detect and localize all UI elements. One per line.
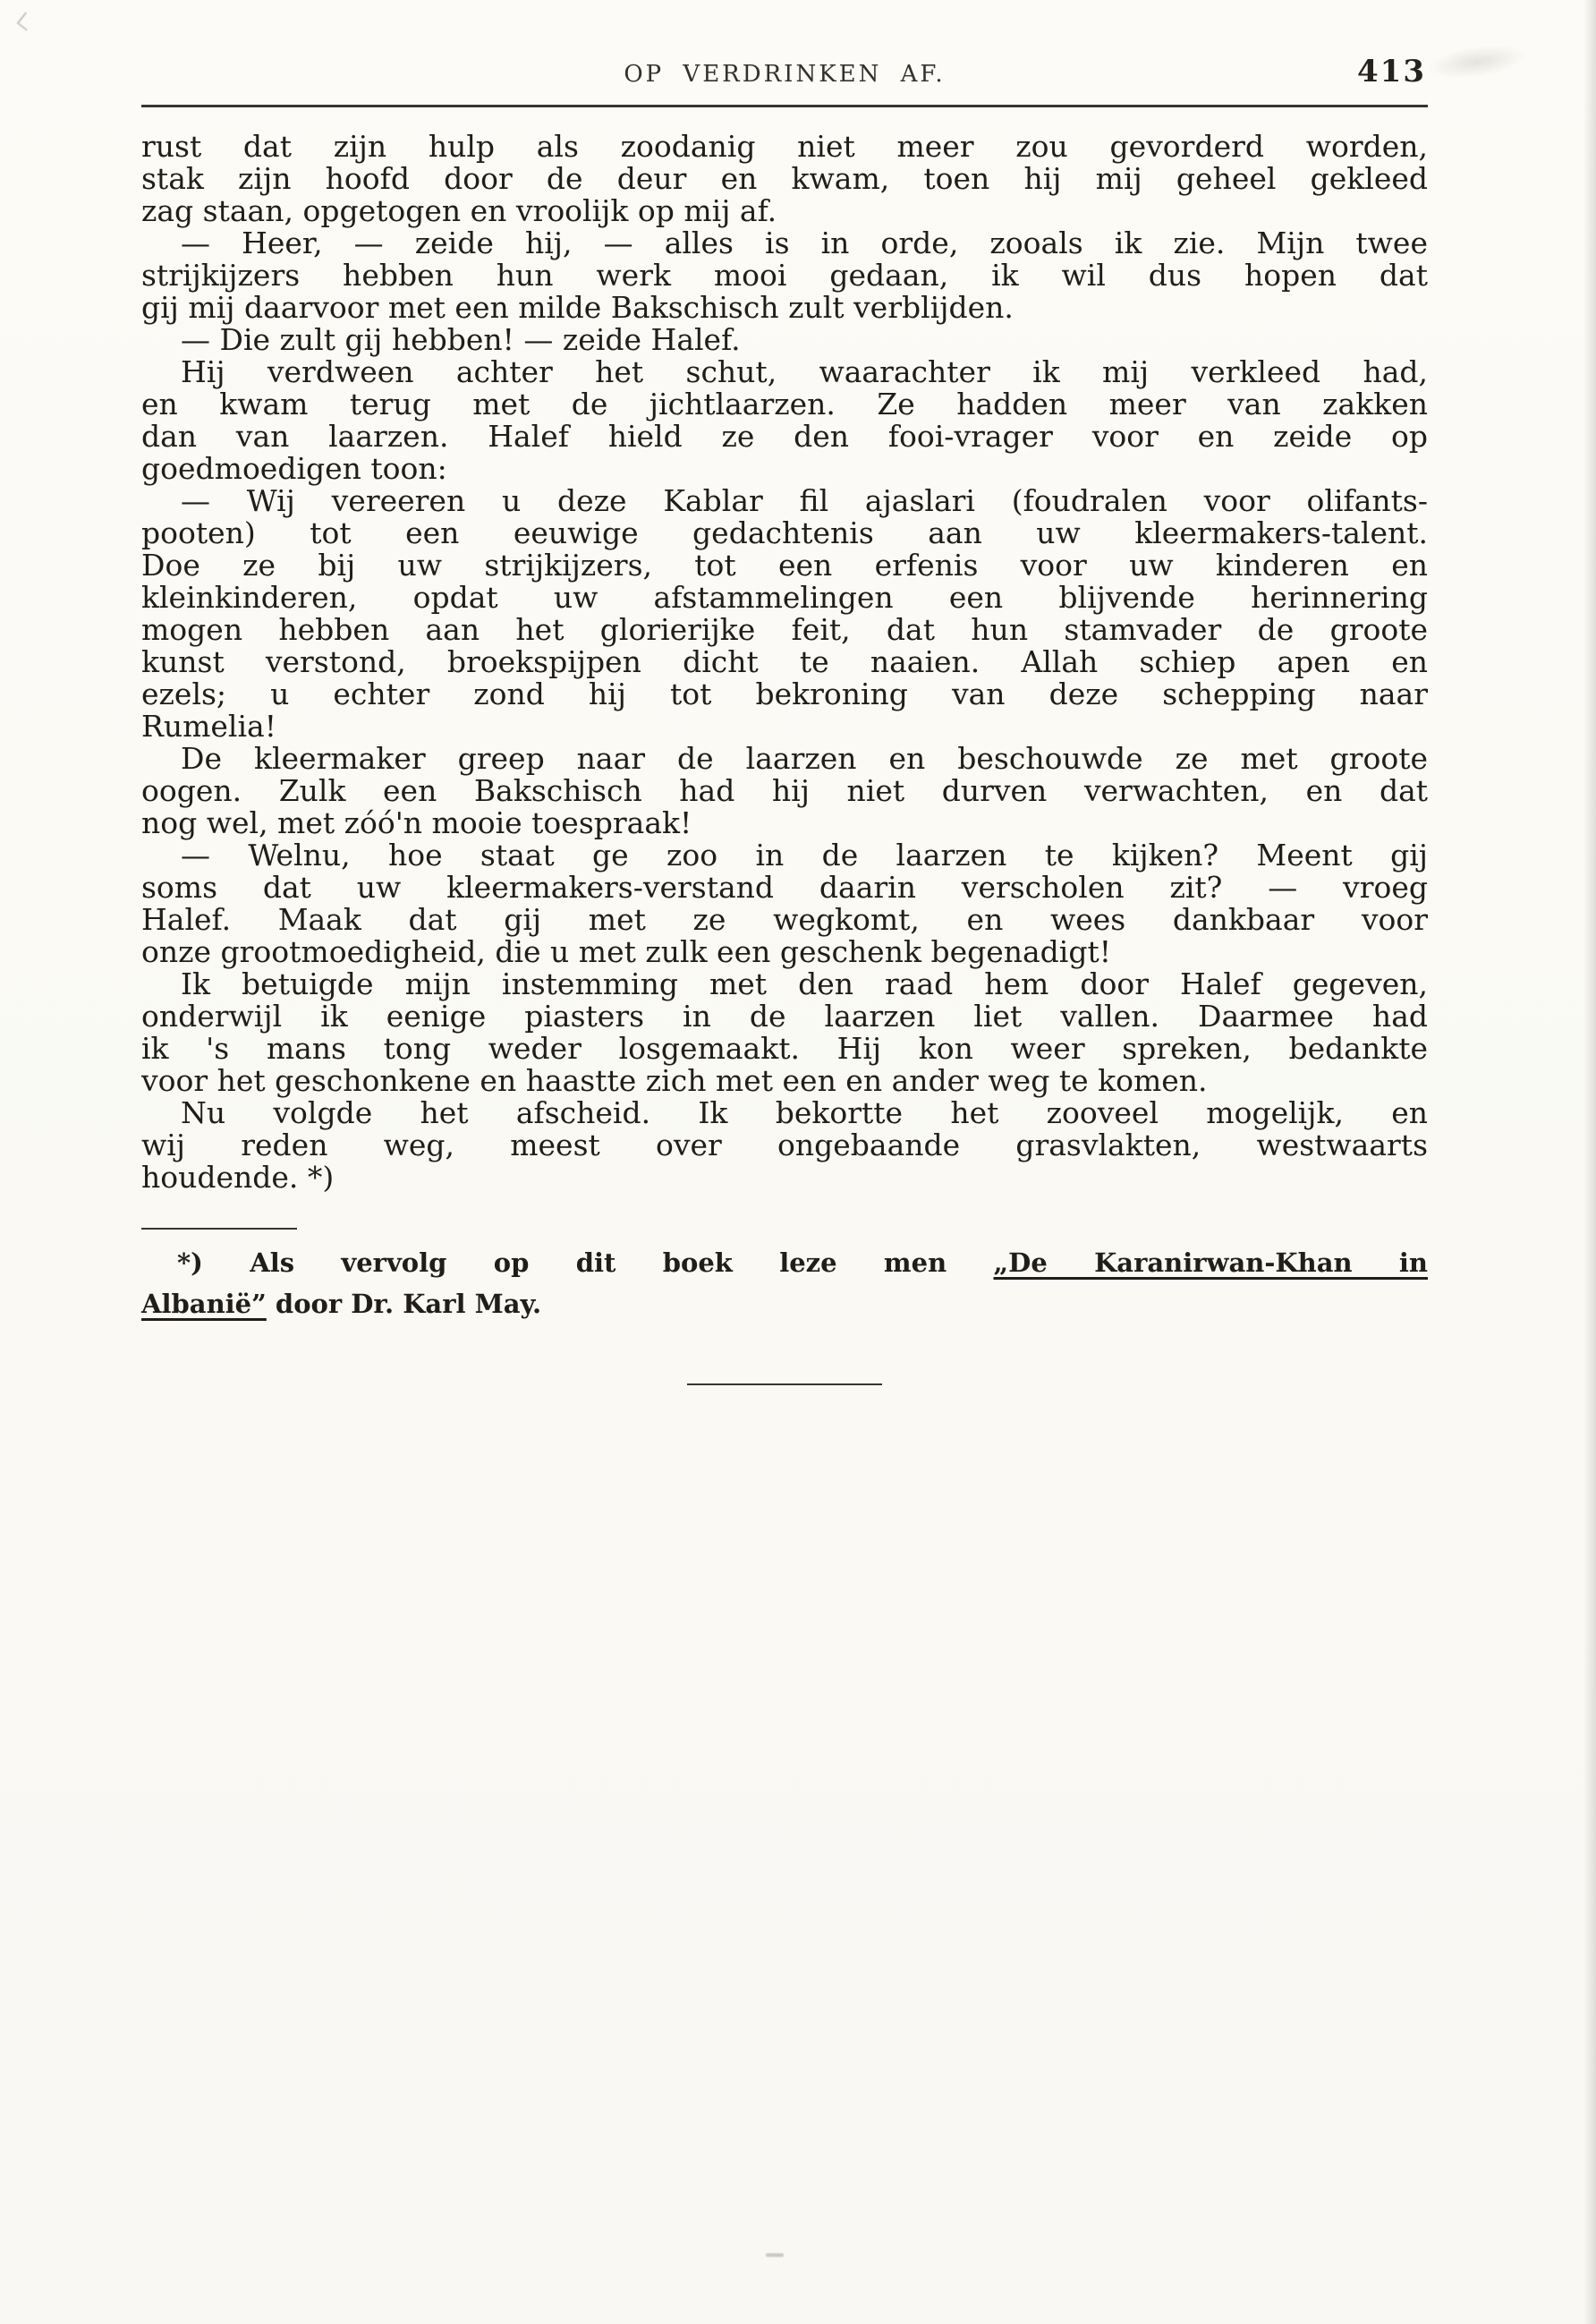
text-line: Nu volgde het afscheid. Ik bekortte het zooveel mogelijk, en: [181, 1095, 1428, 1130]
text-line: — Wij vereeren u deze Kablar fil ajaslari (foudralen voor olifants-: [181, 483, 1428, 518]
text-line: pooten) tot een eeuwige gedachtenis aan uw kleermakers-talent.: [141, 515, 1428, 550]
text-line: zag staan, opgetogen en vroolijk op mij af.: [141, 193, 777, 228]
footnote-line: [141, 1283, 1428, 1324]
footnote-text: [141, 1242, 1428, 1324]
text-line: stak zijn hoofd door de deur en kwam, toen hij mij geheel gekleed: [141, 161, 1428, 196]
text-column: [141, 54, 1428, 1385]
text-line: ezels; u echter zond hij tot bekroning van deze schepping naar: [141, 677, 1428, 711]
text-line: rust dat zijn hulp als zoodanig niet meer zou gevorderd worden,: [141, 129, 1428, 164]
paragraph: [141, 356, 1428, 485]
text-line: soms dat uw kleermakers-verstand daarin verscholen zit? — vroeg: [141, 870, 1428, 905]
running-title: OP VERDRINKEN AF.: [624, 61, 946, 88]
text-line: Hij verdween achter het schut, waarachter ik mij verkleed had,: [181, 354, 1428, 389]
header-rule: [141, 105, 1428, 107]
text-line: — Die zult gij hebben! — zeide Halef.: [181, 322, 741, 357]
text-line: dan van laarzen. Halef hield ze den fooi-vrager voor en zeide op: [141, 419, 1428, 454]
text-line: — Heer, — zeide hij, — alles is in orde, zooals ik zie. Mijn twee: [181, 226, 1428, 260]
text-line: Ik betuigde mijn instemming met den raad hem door Halef gegeven,: [181, 966, 1428, 1001]
footnote-segment: *) Als vervolg op dit boek leze men: [177, 1247, 994, 1278]
text-line: onze grootmoedigheid, die u met zulk een geschenk begenadigt!: [141, 934, 1112, 969]
footnote-segment: door Dr. Karl May.: [266, 1289, 542, 1319]
text-body: [141, 131, 1428, 1194]
scan-edge-shadow: [1583, 0, 1596, 2324]
text-line: De kleermaker greep naar de laarzen en beschouwde ze met groote: [181, 741, 1428, 776]
text-line: houdende. *): [141, 1160, 335, 1195]
footnote-book-title: „De Karanirwan-Khan in: [993, 1247, 1428, 1278]
scan-artifact: [17, 12, 36, 30]
paragraph: [141, 743, 1428, 839]
text-line: voor het geschonkene en haastte zich met een en ander weg te komen.: [141, 1063, 1208, 1098]
text-line: kleinkinderen, opdat uw afstammelingen een blijvende herinnering: [141, 580, 1428, 615]
paragraph: [141, 324, 1428, 356]
text-line: oogen. Zulk een Bakschisch had hij niet durven verwachten, en dat: [141, 773, 1428, 808]
paragraph: [141, 227, 1428, 324]
text-line: en kwam terug met de jichtlaarzen. Ze hadden meer van zakken: [141, 387, 1428, 421]
scan-artifact: [1426, 40, 1528, 84]
text-line: mogen hebben aan het glorierijke feit, dat hun stamvader de groote: [141, 612, 1428, 647]
page-header: [141, 54, 1428, 93]
footnote-divider: [141, 1228, 297, 1230]
paragraph: [141, 968, 1428, 1097]
text-line: Doe ze bij uw strijkijzers, tot een erfenis voor uw kinderen en: [141, 548, 1428, 583]
text-line: ik 's mans tong weder losgemaakt. Hij kon weer spreken, bedankte: [141, 1031, 1428, 1066]
paragraph: [141, 839, 1428, 968]
text-line: strijkijzers hebben hun werk mooi gedaan, ik wil dus hopen dat: [141, 258, 1428, 293]
footnote-book-title: Albanië”: [141, 1289, 267, 1319]
text-line: Rumelia!: [141, 709, 276, 744]
text-line: onderwijl ik eenige piasters in de laarzen liet vallen. Daarmee had: [141, 999, 1428, 1034]
footnote-line: [141, 1242, 1428, 1283]
paragraph: [141, 1097, 1428, 1194]
paragraph: [141, 485, 1428, 743]
scan-artifact: [766, 2253, 784, 2257]
page-number: 413: [1357, 54, 1426, 89]
paragraph: [141, 131, 1428, 227]
text-line: wij reden weg, meest over ongebaande grasvlakten, westwaarts: [141, 1128, 1428, 1162]
end-divider: [687, 1383, 882, 1385]
text-line: Halef. Maak dat gij met ze wegkomt, en wees dankbaar voor: [141, 902, 1428, 937]
text-line: nog wel, met zóó'n mooie toespraak!: [141, 805, 692, 840]
text-line: gij mij daarvoor met een milde Bakschisch zult verblijden.: [141, 290, 1014, 325]
text-line: kunst verstond, broekspijpen dicht te naaien. Allah schiep apen en: [141, 644, 1428, 679]
text-line: — Welnu, hoe staat ge zoo in de laarzen te kijken? Meent gij: [181, 838, 1428, 873]
text-line: goedmoedigen toon:: [141, 451, 447, 486]
